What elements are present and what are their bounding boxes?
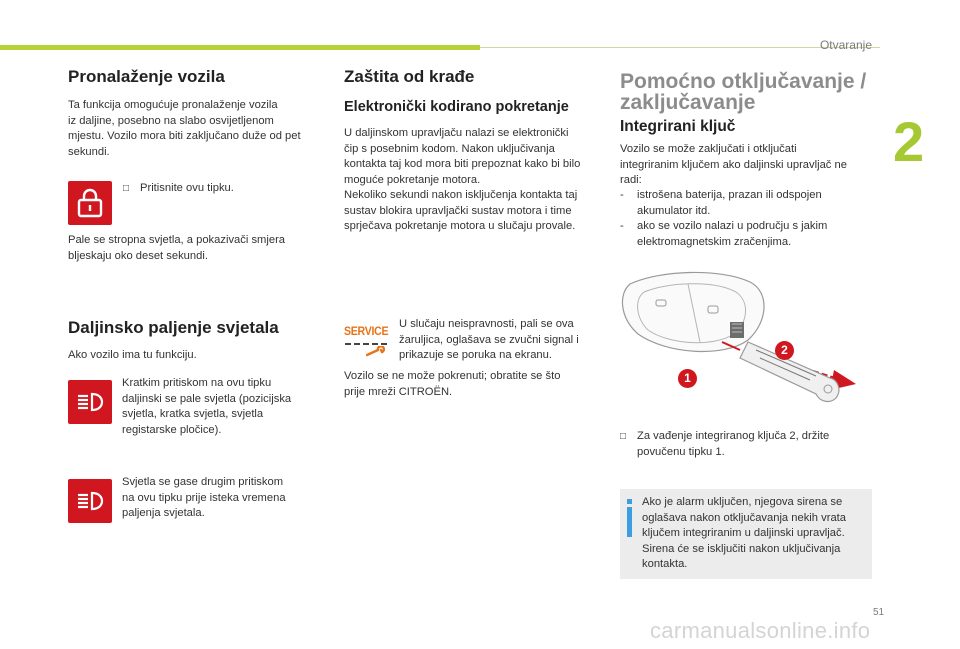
title-find-vehicle: Pronalaženje vozila [68, 67, 225, 86]
integrated-key-intro: Vozilo se može zaključati i otključati integriranim ključem ako daljinski upravljač ne radi: [620, 143, 847, 186]
lock-button-icon-box [68, 181, 112, 225]
callout-badge-1: 1 [678, 369, 697, 388]
service-warning-lamp [344, 326, 390, 360]
alarm-note-text: Ako je alarm uključen, njegova sirena se oglašava nakon otključavanja nekih vrata ključem integriranim u daljinski upravljač. Sirena će se isključiti nakon uključivanja kontakta. [642, 496, 846, 570]
bullet-press-button: □ Pritisnite ovu tipku. [123, 181, 293, 197]
chapter-number: 2 [893, 110, 925, 173]
contact-dealer-text: Vozilo se ne može pokrenuti; obratite se što prije mreži CITROËN. [344, 370, 561, 398]
headlight-icon [75, 391, 105, 413]
watermark: carmanualsonline.info [650, 618, 871, 643]
lights-on-text: Kratkim pritiskom na ovu tipku daljinski se pale svjetla (pozicijska svjetla, kratka svjetla, svjetla registarske pločice). [122, 377, 292, 436]
lights-flash-text: Pale se stropna svjetla, a pokazivači smjera bljeskaju oko deset sekundi. [68, 234, 286, 262]
lights-off-text: Svjetla se gase drugim pritiskom na ovu tipku prije isteka vremena paljenja svjetala. [122, 476, 286, 519]
list-item: - istrošena baterija, prazan ili odspojen akumulator itd. [620, 189, 822, 217]
header-accent-bar [0, 45, 480, 50]
lights-button-icon-box-1 [68, 380, 112, 424]
service-label: SERVICE [344, 326, 389, 338]
bullet-extract-key: □ Za vađenje integriranog ključa 2, držite povučenu tipku 1. [620, 430, 830, 458]
headlight-icon [75, 490, 105, 512]
integrated-key-illustration [620, 262, 872, 422]
info-note-alarm [620, 489, 872, 579]
lights-button-icon-box-2 [68, 479, 112, 523]
page-number: 51 [873, 607, 885, 618]
list-item: - ako se vozilo nalazi u području s jakim elektromagnetskim zračenjima. [620, 220, 828, 248]
section-label: Otvaranje [819, 38, 872, 52]
title-anti-theft: Zaštita od krađe [344, 67, 475, 86]
coded-start-text: U daljinskom upravljaču nalazi se elektronički čip s posebnim kodom. Nakon uključivanja kontakta taj kod mora biti prepoznat kako bi bilo moguće pokretanje motora. Nekoliko sekundi nakon isključenja kontakta taj sustav blokira upravljački sustav motora i time sprječava pokretanje motora u slučaju provale. [344, 127, 581, 232]
callout-badge-2: 2 [775, 341, 794, 360]
service-wrench-icon [366, 346, 386, 358]
title-backup-locking: Pomoćno otključavanje / zaključavanje [620, 70, 867, 114]
checkbox-bullet-icon: □ [123, 183, 130, 194]
info-icon [620, 497, 638, 539]
checkbox-bullet-icon: □ [620, 431, 627, 442]
subtitle-coded-start: Elektronički kodirano pokretanje [344, 99, 569, 115]
remote-lights-intro: Ako vozilo ima tu funkciju. [68, 349, 197, 361]
find-vehicle-text: Ta funkcija omogućuje pronalaženje vozila iz daljine, posebno na slabo osvijetljenom mjestu. Vozilo mora biti zaključano duže od pet sekundi. [68, 99, 301, 158]
service-fault-text: U slučaju neispravnosti, pali se ova žaruljica, oglašava se zvučni signal i prikazuje se poruka na ekranu. [399, 318, 579, 361]
title-remote-lights: Daljinsko paljenje svjetala [68, 318, 279, 337]
service-dashes [345, 343, 387, 345]
subtitle-integrated-key: Integrirani ključ [620, 118, 736, 135]
padlock-icon [77, 188, 103, 218]
